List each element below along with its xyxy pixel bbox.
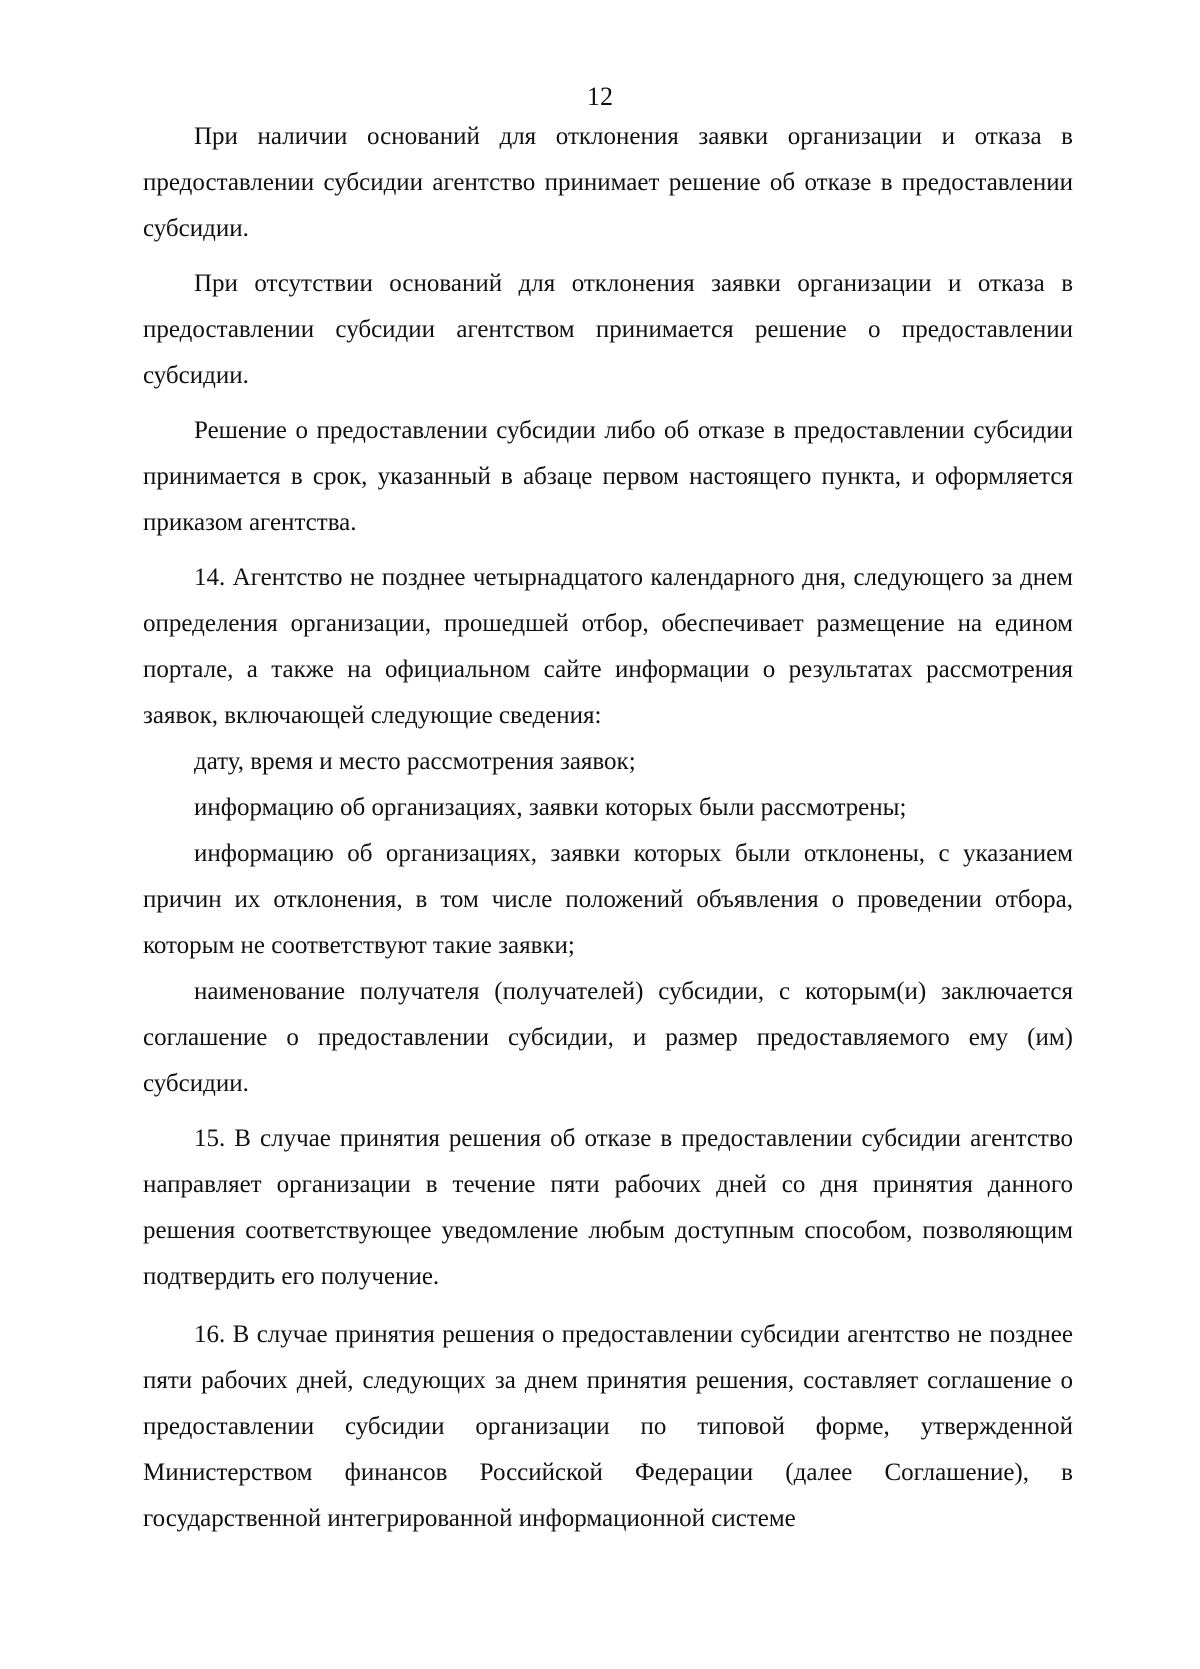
paragraph-item-16: 16. В случае принятия решения о предоставлении субсидии агентство не позднее пяти рабочих дней, следующих за днем принятия решения, составляет соглашение о предоставлении субсидии организации по типовой форме, утвержденной Министерством финансов Российской Федерации (далее Соглашение), в государственной интегрированной информационной системе [143,1321,1073,1532]
list-item-reviewed-organizations: информацию об организациях, заявки которых были рассмотрены; [194,794,907,821]
paragraph-refusal-decision: При наличии оснований для отклонения заявки организации и отказа в предоставлении субсидии агентство принимает решение об отказе в предоставлении субсидии. [143,123,1073,242]
paragraph-grant-decision: При отсутствии оснований для отклонения заявки организации и отказа в предоставлении субсидии агентством принимается решение о предоставлении субсидии. [143,270,1073,389]
list-item-rejected-organizations: информацию об организациях, заявки которых были отклонены, с указанием причин их отклонения, в том числе положений объявления о проведении отбора, которым не соответствуют такие заявки; [143,840,1073,959]
paragraph-item-15: 15. В случае принятия решения об отказе в предоставлении субсидии агентство направляет организации в течение пяти рабочих дней со дня принятия данного решения соответствующее уведомление любым доступным способом, позволяющим подтвердить его получение. [143,1125,1073,1290]
paragraph-item-14: 14. Агентство не позднее четырнадцатого календарного дня, следующего за днем определения организации, прошедшей отбор, обеспечивает размещение на едином портале, а также на официальном сайте информации о результатах рассмотрения заявок, включающей следующие сведения: [143,564,1073,729]
list-item-date-time-place: дату, время и место рассмотрения заявок; [194,748,636,775]
paragraph-decision-term: Решение о предоставлении субсидии либо об отказе в предоставлении субсидии принимается в срок, указанный в абзаце первом настоящего пункта, и оформляется приказом агентства. [143,417,1073,536]
page-number: 12 [587,82,613,111]
list-item-recipient-name: наименование получателя (получателей) субсидии, с которым(и) заключается соглашение о предоставлении субсидии, и размер предоставляемого ему (им) субсидии. [143,978,1073,1097]
document-body [143,114,1073,1542]
